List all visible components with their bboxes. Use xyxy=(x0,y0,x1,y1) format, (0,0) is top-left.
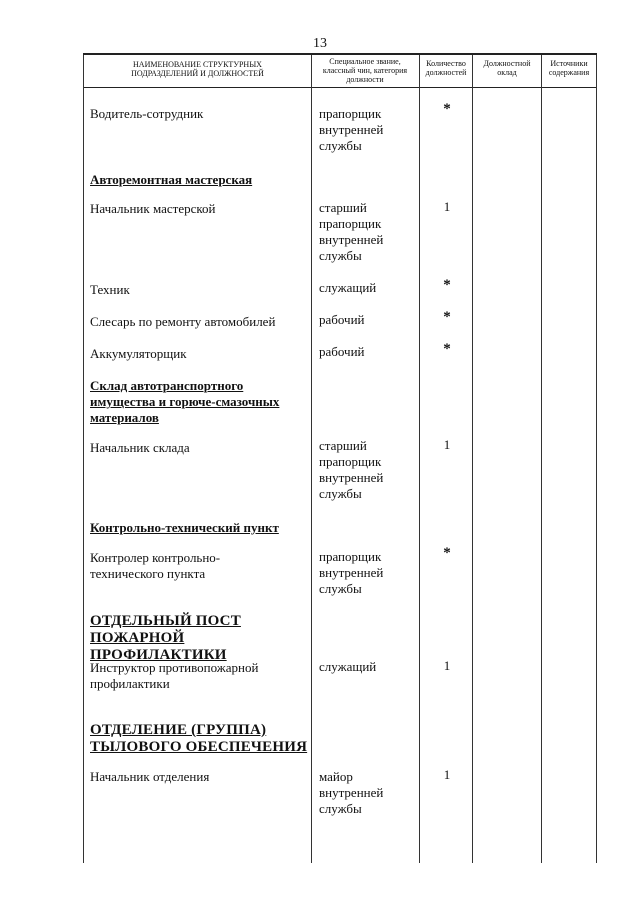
table-header-divider xyxy=(83,87,597,88)
rank-cell: рабочий xyxy=(319,312,365,327)
position-name: Начальник склада xyxy=(90,440,190,455)
quantity-cell: * xyxy=(443,545,451,561)
header-quantity: Количество должностей xyxy=(425,59,467,77)
rank-cell: старший прапорщик внутренней службы xyxy=(319,200,384,263)
section-title: Авторемонтная мастерская xyxy=(90,172,253,187)
column-divider-4 xyxy=(472,55,473,863)
position-name: Инструктор противопожарной профилактики xyxy=(90,660,259,691)
rank-cell: служащий xyxy=(319,280,377,295)
column-divider-3 xyxy=(419,55,420,863)
position-name: Слесарь по ремонту автомобилей xyxy=(90,314,276,329)
header-funding-source: Источники содержания xyxy=(548,59,590,77)
quantity-cell: 1 xyxy=(443,658,451,673)
rank-cell: прапорщик внутренней службы xyxy=(319,549,384,596)
position-name: Аккумуляторщик xyxy=(90,346,187,361)
quantity-cell: 1 xyxy=(443,199,451,214)
quantity-cell: * xyxy=(443,341,451,357)
quantity-cell: * xyxy=(443,309,451,325)
header-rank: Специальное звание, классный чин, категория должности xyxy=(322,57,408,84)
section-title: Склад автотранспортного имущества и горюче-смазочных материалов xyxy=(90,378,280,425)
table-border-top xyxy=(83,53,597,55)
column-divider-6 xyxy=(596,55,597,863)
page-number: 13 xyxy=(313,36,327,51)
quantity-cell: * xyxy=(443,277,451,293)
section-title: Контрольно-технический пункт xyxy=(90,520,279,535)
section-title: ОТДЕЛЬНЫЙ ПОСТ ПОЖАРНОЙ ПРОФИЛАКТИКИ xyxy=(90,613,241,663)
rank-cell: прапорщик внутренней службы xyxy=(319,106,384,153)
column-divider-1 xyxy=(83,55,84,863)
quantity-cell: 1 xyxy=(443,437,451,452)
position-name: Начальник мастерской xyxy=(90,201,216,216)
position-name: Начальник отделения xyxy=(90,769,210,784)
quantity-cell: * xyxy=(443,101,451,117)
header-position-name: НАИМЕНОВАНИЕ СТРУКТУРНЫХ ПОДРАЗДЕЛЕНИЙ И ДОЛЖНОСТЕЙ xyxy=(131,60,264,78)
rank-cell: служащий xyxy=(319,659,377,674)
rank-cell: майор внутренней службы xyxy=(319,769,384,816)
rank-cell: рабочий xyxy=(319,344,365,359)
column-divider-5 xyxy=(541,55,542,863)
header-salary: Должностной оклад xyxy=(483,59,531,77)
position-name: Техник xyxy=(90,282,130,297)
quantity-cell: 1 xyxy=(443,767,451,782)
section-title: ОТДЕЛЕНИЕ (ГРУППА) ТЫЛОВОГО ОБЕСПЕЧЕНИЯ xyxy=(90,722,308,755)
position-name: Контролер контрольно-технического пункта xyxy=(90,550,221,581)
rank-cell: старший прапорщик внутренней службы xyxy=(319,438,384,501)
position-name: Водитель-сотрудник xyxy=(90,106,204,121)
